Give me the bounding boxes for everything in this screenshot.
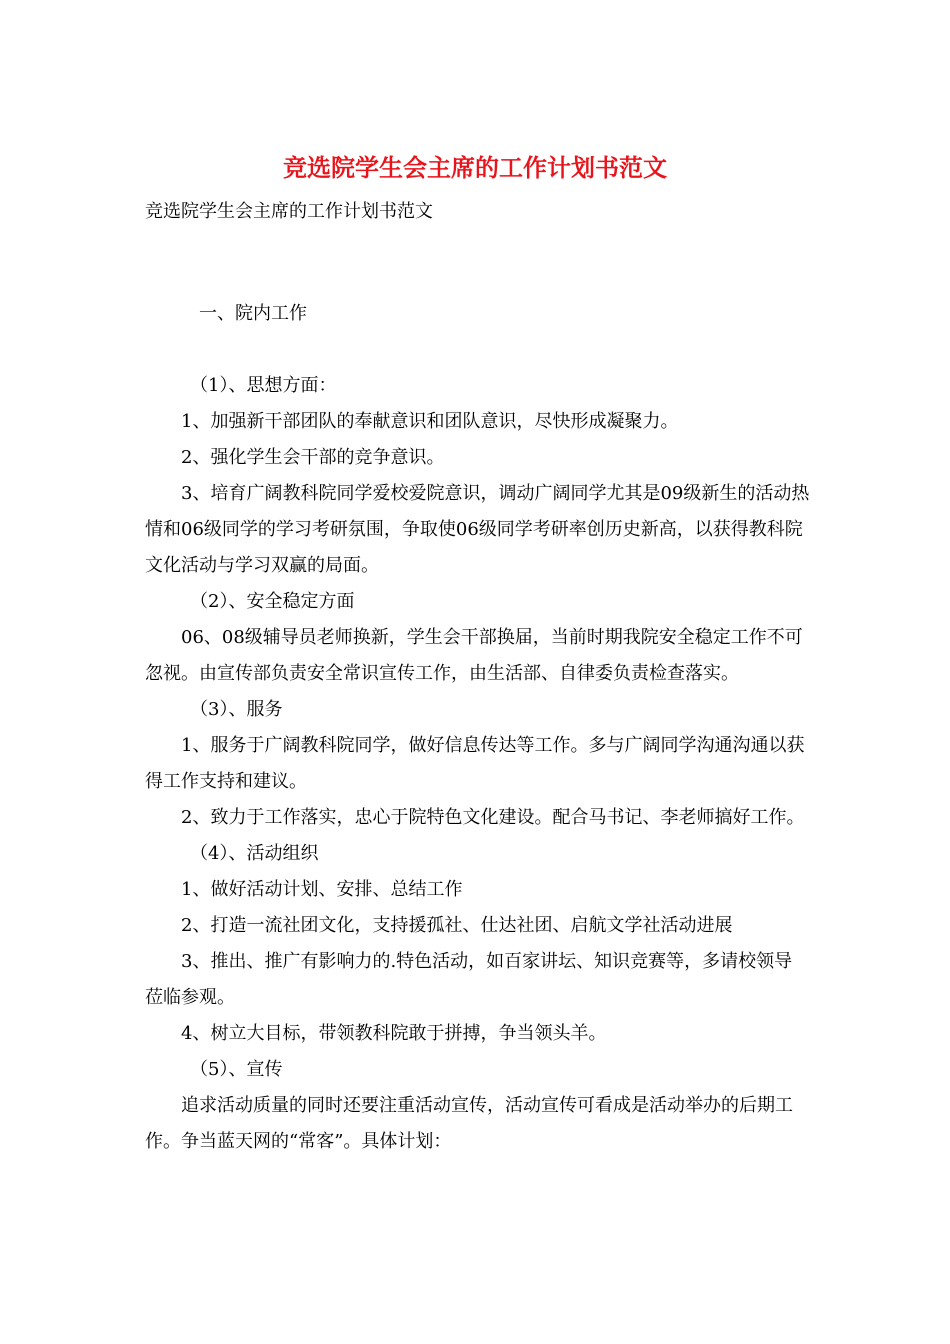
paragraph: 4、树立大目标，带领教科院敢于拼搏，争当领头羊。 <box>181 1023 607 1044</box>
paragraph: 1、做好活动计划、安排、总结工作 <box>181 879 463 900</box>
document-subtitle: 竞选院学生会主席的工作计划书范文 <box>145 201 433 222</box>
paragraph: 2、强化学生会干部的竞争意识。 <box>181 447 445 468</box>
document-body <box>145 296 810 1160</box>
paragraph: 2、致力于工作落实，忠心于院特色文化建设。配合马书记、李老师搞好工作。 <box>181 807 805 828</box>
paragraph: 2、打造一流社团文化，支持援孤社、仕达社团、启航文学社活动进展 <box>181 915 733 936</box>
document-title: 竞选院学生会主席的工作计划书范文 <box>283 153 667 182</box>
paragraph: 3、推出、推广有影响力的.特色活动，如百家讲坛、知识竞赛等，多请校领导莅临参观。 <box>145 951 793 1008</box>
paragraph: 1、服务于广阔教科院同学，做好信息传达等工作。多与广阔同学沟通沟通以获得工作支持和建议。 <box>145 735 805 792</box>
subsection-heading: （4）、活动组织 <box>190 843 319 864</box>
paragraph: 3、培育广阔教科院同学爱校爱院意识，调动广阔同学尤其是09级新生的活动热情和06级同学的学习考研氛围，争取使06级同学考研率创历史新高，以获得教科院文化活动与学习双赢的局面。 <box>145 483 810 576</box>
paragraph: 追求活动质量的同时还要注重活动宣传，活动宣传可看成是活动举办的后期工作。争当蓝天网的“常客”。具体计划： <box>145 1095 793 1152</box>
subsection-heading: （3）、服务 <box>190 699 283 720</box>
subsection-heading: （2）、安全稳定方面 <box>190 591 355 612</box>
section-heading: 一、院内工作 <box>199 303 307 324</box>
paragraph: 06、08级辅导员老师换新，学生会干部换届，当前时期我院安全稳定工作不可忽视。由宣传部负责安全常识宣传工作，由生活部、自律委负责检查落实。 <box>145 627 803 684</box>
subsection-heading: （5）、宣传 <box>190 1059 283 1080</box>
subsection-heading: （1）、思想方面： <box>190 375 337 396</box>
paragraph: 1、加强新干部团队的奉献意识和团队意识，尽快形成凝聚力。 <box>181 411 679 432</box>
